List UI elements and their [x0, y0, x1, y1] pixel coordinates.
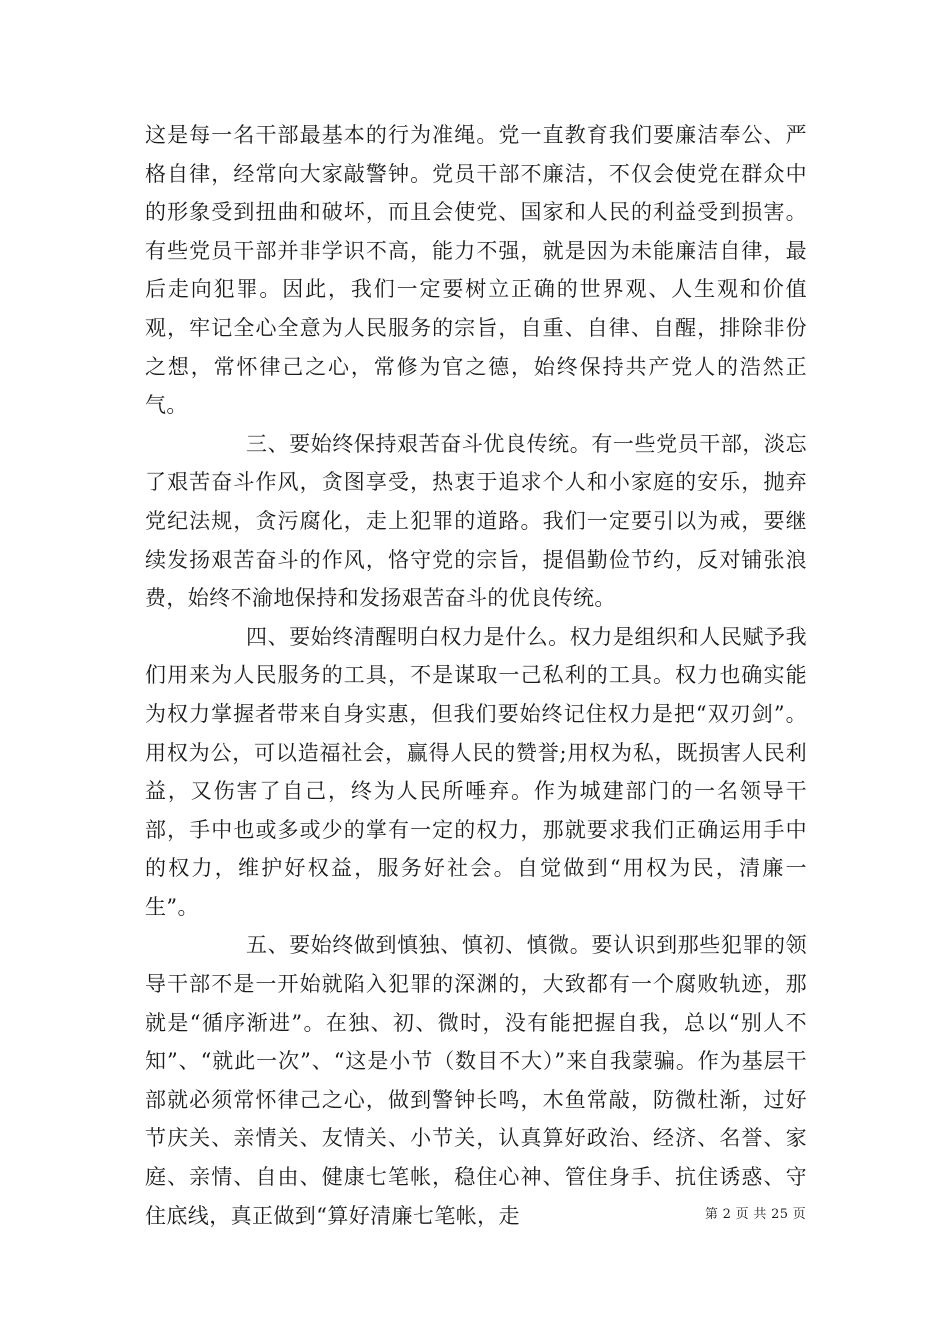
document-body	[145, 116, 807, 1235]
paragraph-continuation: 这是每一名干部最基本的行为准绳。党一直教育我们要廉洁奉公、严格自律，经常向大家敲警钟。党员干部不廉洁，不仅会使党在群众中的形象受到扭曲和破坏，而且会使党、国家和人民的利益受到损害。有些党员干部并非学识不高，能力不强，就是因为未能廉洁自律，最后走向犯罪。因此，我们一定要树立正确的世界观、人生观和价值观，牢记全心全意为人民服务的宗旨，自重、自律、自醒，排除非份之想，常怀律己之心，常修为官之德，始终保持共产党人的浩然正气。	[145, 123, 807, 418]
paragraph-section-four: 四、要始终清醒明白权力是什么。权力是组织和人民赋予我们用来为人民服务的工具，不是谋取一己私利的工具。权力也确实能为权力掌握者带来自身实惠，但我们要始终记住权力是把“双刃剑”。用权为公，可以造福社会，赢得人民的赞誉;用权为私，既损害人民利益，又伤害了自己，终为人民所唾弃。作为城建部门的一名领导干部，手中也或多或少的掌有一定的权力，那就要求我们正确运用手中的权力，维护好权益，服务好社会。自觉做到“用权为民，清廉一生”。	[145, 624, 807, 919]
paragraph-section-five: 五、要始终做到慎独、慎初、慎微。要认识到那些犯罪的领导干部不是一开始就陷入犯罪的深渊的，大致都有一个腐败轨迹，那就是“循序渐进”。在独、初、微时，没有能把握自我，总以“别人不知”、“就此一次”、“这是小节（数目不大）”来自我蒙骗。作为基层干部就必须常怀律己之心，做到警钟长鸣，木鱼常敲，防微杜渐，过好节庆关、亲情关、友情关、小节关，认真算好政治、经济、名誉、家庭、亲情、自由、健康七笔帐，稳住心神、管住身手、抗住诱惑、守住底线，真正做到“算好清廉七笔帐，走	[145, 933, 807, 1228]
paragraph-section-three: 三、要始终保持艰苦奋斗优良传统。有一些党员干部，淡忘了艰苦奋斗作风，贪图享受，热衷于追求个人和小家庭的安乐，抛弃党纪法规，贪污腐化，走上犯罪的道路。我们一定要引以为戒，要继续发扬艰苦奋斗的作风，恪守党的宗旨，提倡勤俭节约，反对铺张浪费，始终不渝地保持和发扬艰苦奋斗的优良传统。	[145, 431, 807, 611]
page-number-footer: 第 2 页 共 25 页	[704, 1207, 806, 1222]
